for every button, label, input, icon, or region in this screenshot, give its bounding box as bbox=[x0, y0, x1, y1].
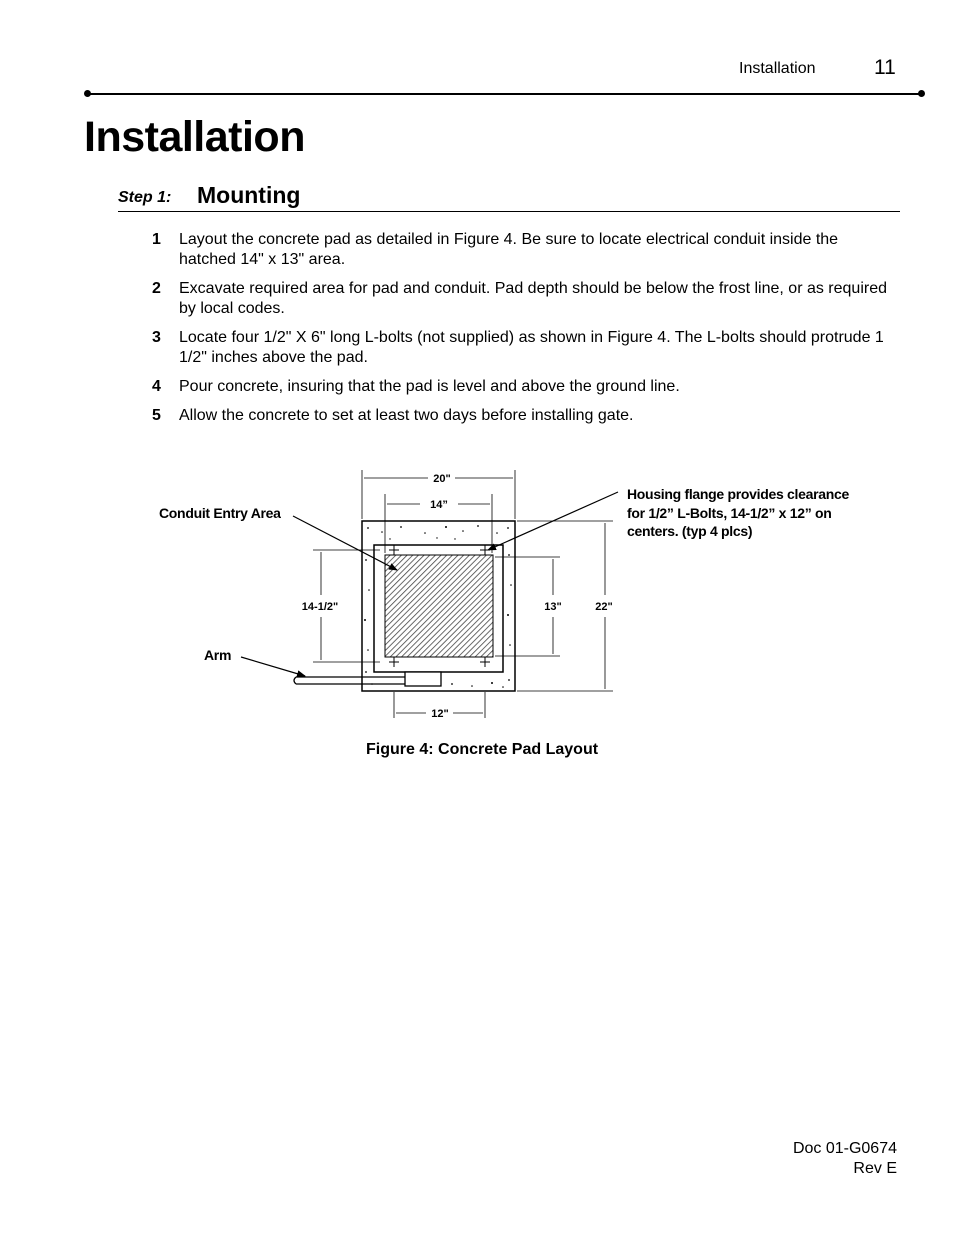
arm-callout-label: Arm bbox=[204, 647, 232, 663]
step-text: Layout the concrete pad as detailed in Figure 4. Be sure to locate electrical conduit inside the hatched 14" x 13" area. bbox=[179, 231, 839, 268]
conduit-entry-area bbox=[385, 555, 493, 657]
step-text: Allow the concrete to set at least two days before installing gate. bbox=[179, 407, 634, 424]
list-item bbox=[152, 230, 897, 270]
list-item bbox=[152, 377, 897, 397]
step-text: Pour concrete, insuring that the pad is level and above the ground line. bbox=[179, 378, 680, 395]
dim-width-inner-label: 14” bbox=[430, 499, 448, 511]
step-text: Locate four 1/2" X 6" long L-bolts (not supplied) as shown in Figure 4. The L-bolts should protrude 1 1/2" inches above the pad. bbox=[179, 329, 884, 366]
housing-callout-line-1: Housing flange provides clearance bbox=[627, 486, 849, 502]
housing-callout-line-3: centers. (typ 4 plcs) bbox=[627, 523, 753, 539]
step-number: 2 bbox=[152, 280, 161, 297]
step-number: 3 bbox=[152, 329, 161, 346]
step-text: Excavate required area for pad and conduit. Pad depth should be below the frost line, or as required by local codes. bbox=[179, 280, 888, 317]
rule-endpoint-right bbox=[918, 90, 925, 97]
arm-callout-arrow bbox=[241, 657, 305, 676]
list-item bbox=[152, 406, 897, 426]
list-item bbox=[152, 328, 897, 368]
step-heading bbox=[118, 182, 900, 212]
figure-caption: Figure 4: Concrete Pad Layout bbox=[366, 741, 599, 758]
dim-width-bolts-label: 12" bbox=[431, 708, 449, 720]
conduit-callout-label: Conduit Entry Area bbox=[159, 505, 281, 521]
page-title: Installation bbox=[84, 113, 305, 161]
revision: Rev E bbox=[853, 1160, 897, 1177]
dim-width-total-label: 20" bbox=[433, 473, 451, 485]
page-number: 11 bbox=[874, 56, 896, 79]
footer-doc-info bbox=[793, 1139, 897, 1179]
step-number: 1 bbox=[152, 231, 161, 248]
list-item bbox=[152, 279, 897, 319]
housing-callout-line-2: for 1/2” L-Bolts, 14-1/2” x 12” on bbox=[627, 505, 832, 521]
dim-height-inner-label: 13" bbox=[544, 601, 562, 613]
instructions-list bbox=[152, 230, 897, 435]
step-number: 4 bbox=[152, 378, 161, 395]
step-title: Mounting bbox=[197, 182, 301, 208]
step-label: Step 1: bbox=[118, 189, 172, 206]
dim-height-bolts-label: 14-1/2" bbox=[301, 601, 339, 613]
header-section-name: Installation bbox=[739, 60, 816, 77]
header-rule bbox=[86, 93, 922, 95]
dim-height-total-label: 22" bbox=[595, 601, 613, 613]
concrete-pad-diagram bbox=[150, 465, 880, 730]
doc-number: Doc 01-G0674 bbox=[792, 1140, 897, 1157]
step-number: 5 bbox=[152, 407, 161, 424]
